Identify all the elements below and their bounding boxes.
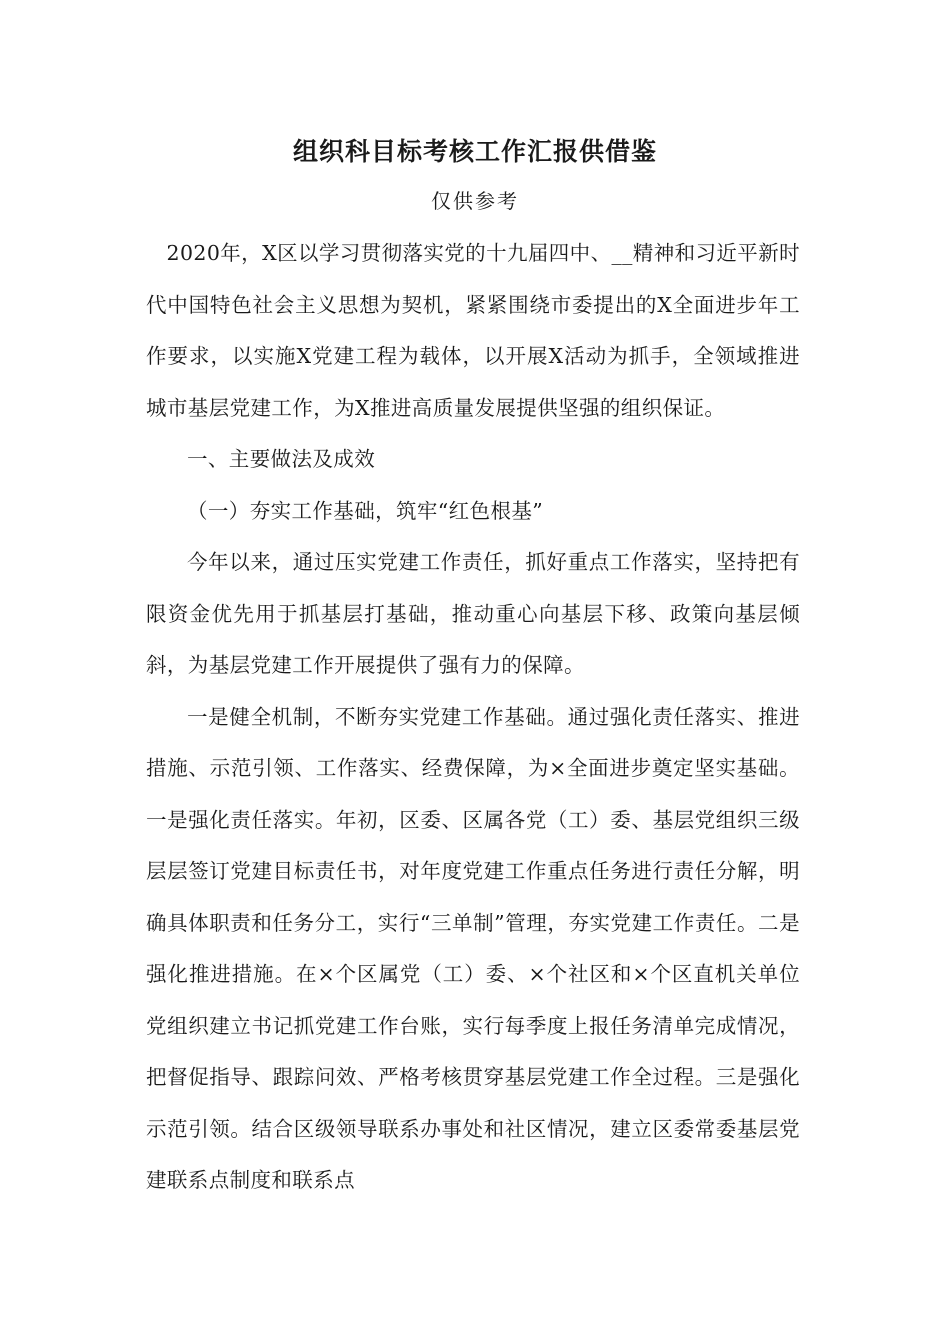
document-subtitle: 仅供参考 xyxy=(431,189,519,213)
document-body xyxy=(146,228,800,1207)
body-paragraph: 一是健全机制，不断夯实党建工作基础。通过强化责任落实、推进措施、示范引领、工作落实、经费保障，为×全面进步奠定坚实基础。一是强化责任落实。年初，区委、区属各党（工）委、基层党组织三级层层签订党建目标责任书，对年度党建工作重点任务进行责任分解，明确具体职责和任务分工，实行“三单制”管理，夯实党建工作责任。二是强化推进措施。在×个区属党（工）委、×个社区和×个区直机关单位党组织建立书记抓党建工作台账，实行每季度上报任务清单完成情况，把督促指导、跟踪问效、严格考核贯穿基层党建工作全过程。三是强化示范引领。结合区级领导联系办事处和社区情况，建立区委常委基层党建联系点制度和联系点 xyxy=(146,704,800,1192)
document-title: 组织科目标考核工作汇报供借鉴 xyxy=(292,137,657,166)
subsection-heading: （一）夯实工作基础，筑牢“红色根基” xyxy=(187,498,544,523)
body-paragraph: 今年以来，通过压实党建工作责任，抓好重点工作落实，坚持把有限资金优先用于抓基层打基础，推动重心向基层下移、政策向基层倾斜，为基层党建工作开展提供了强有力的保障。 xyxy=(146,550,800,677)
section-heading: 一、主要做法及成效 xyxy=(187,447,376,471)
intro-paragraph: 2020年，X区以学习贯彻落实党的十九届四中、__精神和习近平新时代中国特色社会主义思想为契机，紧紧围绕市委提出的X全面进步年工作要求，以实施X党建工程为载体，以开展X活动为抓手，全领域推进城市基层党建工作，为X推进高质量发展提供坚强的组织保证。 xyxy=(146,241,800,420)
